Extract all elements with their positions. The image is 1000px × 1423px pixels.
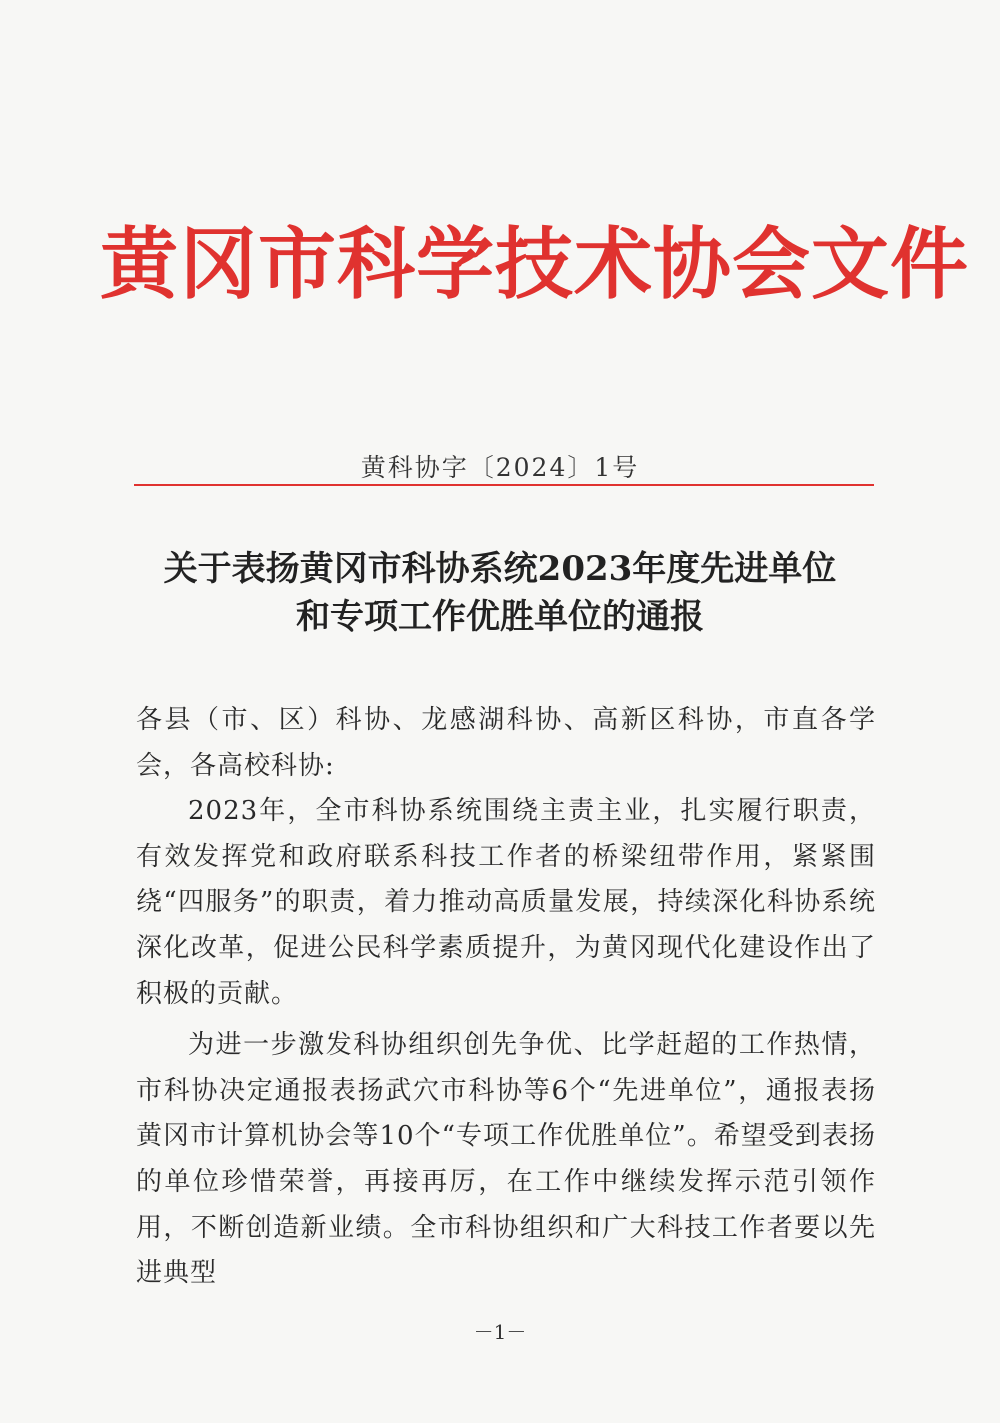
notice-title — [100, 545, 900, 641]
red-divider-line — [134, 484, 874, 486]
notice-title-line-2: 和专项工作优胜单位的通报 — [296, 597, 704, 637]
salutation: 各县（市、区）科协、龙感湖科协、高新区科协，市直各学会，各高校科协: — [136, 705, 876, 781]
body-paragraph-1: 2023年，全市科协系统围绕主责主业，扎实履行职责，有效发挥党和政府联系科技工作者的桥梁纽带作用，紧紧围绕“四服务”的职责，着力推动高质量发展，持续深化科协系统深化改革，促进公民科学素质提升，为黄冈现代化建设作出了积极的贡献。 — [136, 796, 876, 1009]
document-number: 黄科协字〔2024〕1号 — [360, 453, 640, 482]
body-paragraph-2: 为进一步激发科协组织创先争优、比学赶超的工作热情，市科协决定通报表扬武穴市科协等6个“先进单位”，通报表扬黄冈市计算机协会等10个“专项工作优胜单位”。希望受到表扬的单位珍惜荣誉，再接再厉，在工作中继续发挥示范引领作用，不断创造新业绩。全市科协组织和广大科技工作者要以先进典型 — [136, 1030, 876, 1289]
notice-title-line-1: 关于表扬黄冈市科协系统2023年度先进单位 — [163, 549, 837, 589]
org-header-title: 黄冈市科学技术协会文件 — [100, 219, 970, 310]
page-number: －1－ — [473, 1320, 527, 1344]
document-body — [136, 698, 876, 1297]
